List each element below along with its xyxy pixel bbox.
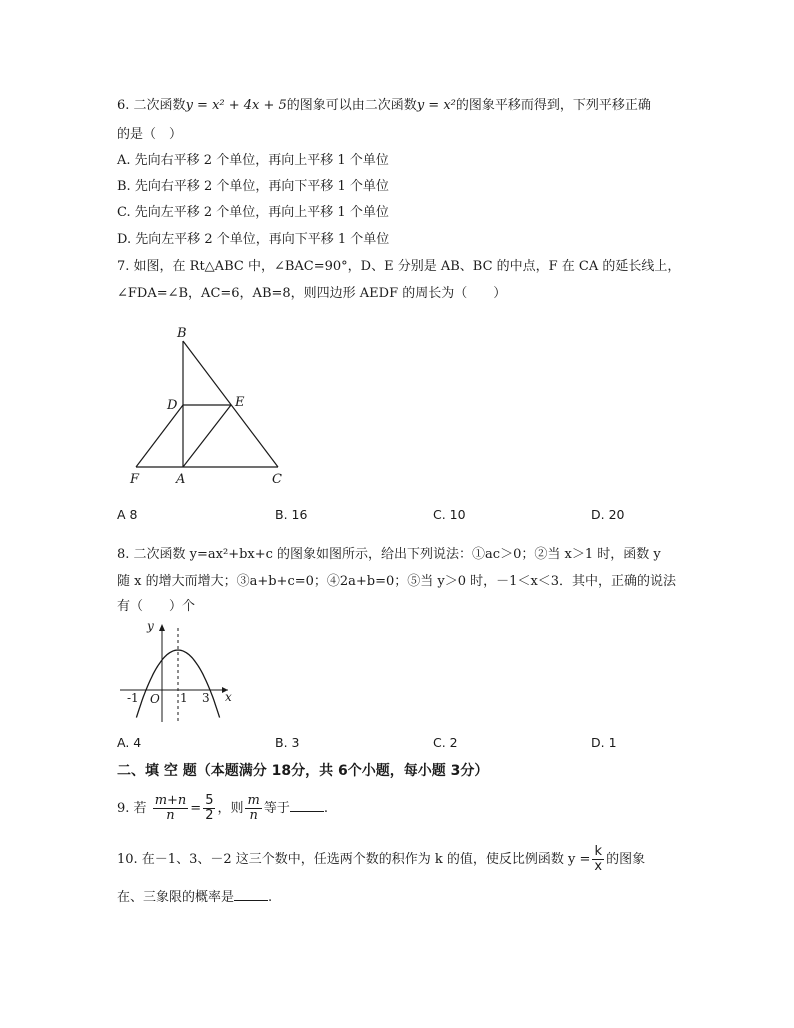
q6-option-b: B. 先向右平移 2 个单位，再向下平移 1 个单位 (117, 179, 389, 194)
q8-y-axis-arrow (159, 624, 165, 631)
q8-label-1: 1 (180, 691, 188, 705)
q6-number: 6. (117, 98, 130, 113)
q8-options (117, 735, 677, 755)
q6-option-a: A. 先向右平移 2 个单位，再向上平移 1 个单位 (117, 153, 389, 168)
q8-option-b: B. 3 (275, 735, 300, 750)
q8-label-y: y (147, 619, 154, 633)
q6-function-2: y = x² (416, 98, 456, 113)
q8-option-c: C. 2 (433, 735, 458, 750)
q9-fraction-1 (153, 794, 189, 823)
q8-stem-line1: 8. 二次函数 y=ax²+bx+c 的图象如图所示，给出下列说法：①ac＞0；②当 x＞1 时，函数 y (117, 547, 661, 562)
q9-suffix: 等于 (263, 801, 290, 816)
q8-stem-line3: 有（ ）个 (117, 599, 196, 614)
q10-text-a: 10. 在－1、3、－2 这三个数中，任选两个数的积作为 k 的值，使反比例函数 y = (117, 852, 591, 867)
q7-label-e: E (235, 395, 245, 410)
section-2-title: 二、填 空 题（本题满分 18分，共 6个小题，每小题 3分） (117, 763, 489, 779)
q9-frac3-num: m (247, 793, 260, 808)
q7-label-a: A (176, 472, 186, 487)
q9-frac2-num: 5 (205, 793, 214, 808)
q7-label-d: D (167, 398, 178, 413)
q10-frac-den: x (594, 859, 603, 874)
q6-stem-line2: 的是（ ） (117, 127, 183, 142)
q9-equals: = (190, 801, 202, 816)
q7-option-a: A 8 (117, 507, 138, 522)
q7-label-b: B (177, 326, 187, 341)
q9-frac3-den: n (249, 808, 258, 823)
q9-frac1-den: n (166, 808, 175, 823)
q7-option-c: C. 10 (433, 507, 466, 522)
q10-text-c: 在、三象限的概率是 (117, 890, 235, 905)
q10-text-b: 的图象 (606, 852, 646, 867)
q7-label-f: F (130, 472, 140, 487)
q6-text-c: 的图象平移而得到，下列平移正确 (455, 98, 651, 113)
q8-label-origin: O (150, 692, 160, 706)
q9-frac1-num: m+n (154, 793, 187, 808)
q8-parabola-graph (120, 619, 232, 722)
q9-answer-blank[interactable] (290, 799, 324, 812)
q8-stem-line2: 随 x 的增大而增大；③a+b+c=0；④2a+b=0；⑤当 y＞0 时，－1＜x＜3．其中，正确的说法 (117, 574, 677, 589)
q7-option-b: B. 16 (275, 507, 308, 522)
q8-label-3: 3 (202, 691, 210, 705)
q6-text-a: 二次函数 (133, 98, 186, 113)
q7-options (117, 507, 677, 527)
q9-frac2-den: 2 (205, 808, 214, 823)
q9-prefix: 9. 若 (117, 801, 147, 816)
q9-end: . (323, 801, 328, 816)
q10-end: . (268, 890, 273, 905)
q10-frac-num: k (592, 845, 604, 860)
q7-stem-line1: 7. 如图，在 Rt△ABC 中，∠BAC=90°，D、E 分别是 AB、BC 的中点，F 在 CA 的延长线上， (117, 259, 681, 274)
q9-mid: ，则 (217, 801, 244, 816)
q8-label-neg1: -1 (127, 691, 139, 705)
q8-label-x: x (225, 690, 232, 704)
q9-fraction-3 (245, 794, 261, 823)
q7-stem-line2: ∠FDA=∠B，AC=6，AB=8，则四边形 AEDF 的周长为（ ） (117, 286, 507, 301)
q6-option-c: C. 先向左平移 2 个单位，再向上平移 1 个单位 (117, 205, 389, 220)
q9-stem (117, 794, 328, 824)
q10-fraction (592, 845, 604, 874)
q10-stem-line2 (117, 888, 272, 908)
q7-option-d: D. 20 (591, 507, 625, 522)
q6-option-d: D. 先向左平移 2 个单位，再向下平移 1 个单位 (117, 232, 390, 247)
q8-option-d: D. 1 (591, 735, 617, 750)
q6-function-1: y = x² + 4x + 5 (185, 98, 287, 113)
q10-answer-blank[interactable] (234, 888, 268, 901)
q7-label-c: C (272, 472, 282, 487)
q10-stem-line1 (117, 845, 645, 875)
q6-text-b: 的图象可以由二次函数 (286, 98, 417, 113)
q7-triangle-lines (136, 341, 278, 467)
q9-fraction-2 (203, 794, 215, 823)
q8-option-a: A. 4 (117, 735, 142, 750)
